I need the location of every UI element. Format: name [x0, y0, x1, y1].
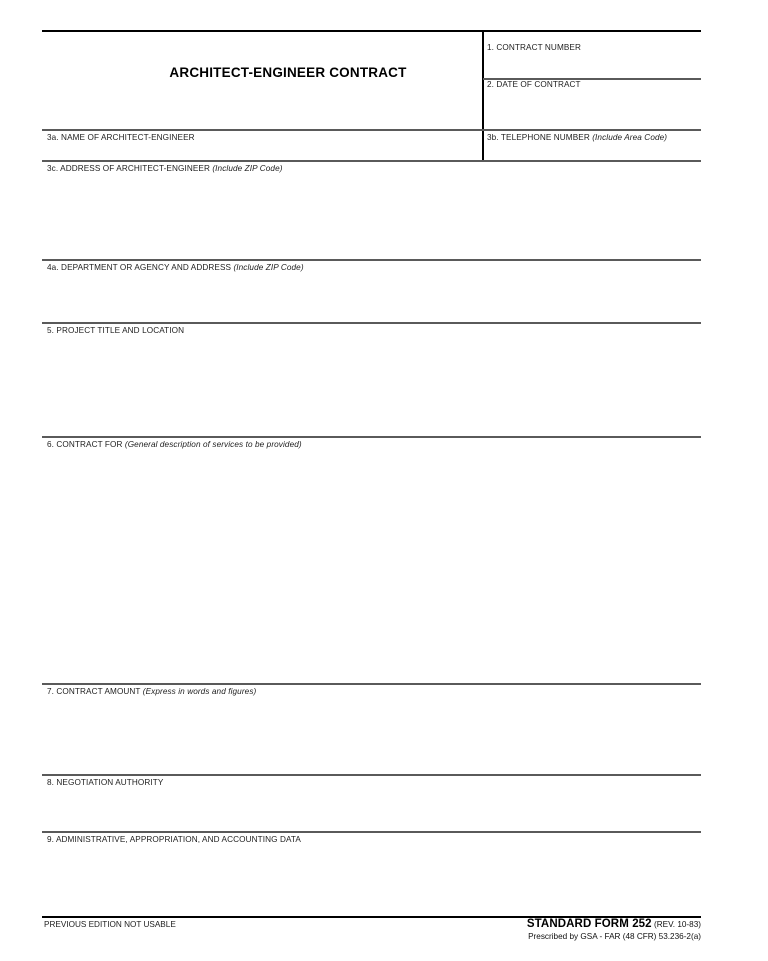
top-border-rule — [42, 30, 701, 32]
rule-above-project — [42, 322, 701, 324]
label-name-of-architect-engineer: 3a. NAME OF ARCHITECT-ENGINEER — [47, 133, 195, 142]
label-contract-number: 1. CONTRACT NUMBER — [487, 43, 581, 52]
footer-form-name: STANDARD FORM 252 — [526, 918, 652, 930]
label-contract-for — [47, 440, 302, 450]
label-contract-for-text: 6. CONTRACT FOR — [47, 440, 125, 449]
rule-above-contract-amount — [42, 683, 701, 685]
label-project-title-and-location: 5. PROJECT TITLE AND LOCATION — [47, 326, 185, 335]
footer-form-revision: (REV. 10-83) — [651, 920, 701, 929]
label-contract-amount-hint: (Express in words and figures) — [142, 687, 257, 696]
label-contract-for-hint: (General description of services to be provided) — [124, 440, 302, 449]
input-negotiation-authority[interactable] — [45, 790, 698, 828]
form-sheet — [42, 30, 701, 941]
input-administrative-appropriation-accounting-data[interactable] — [45, 847, 698, 915]
label-department-or-agency — [47, 263, 304, 273]
label-date-of-contract: 2. DATE OF CONTRACT — [487, 80, 581, 89]
label-address-of-architect-engineer — [47, 164, 283, 174]
input-department-or-agency[interactable] — [45, 275, 698, 319]
label-administrative-appropriation-accounting-data: 9. ADMINISTRATIVE, APPROPRIATION, AND ACCOUNTING DATA — [47, 835, 301, 844]
label-address-text: 3c. ADDRESS OF ARCHITECT-ENGINEER — [47, 164, 213, 173]
label-address-hint: (Include ZIP Code) — [212, 164, 283, 173]
input-project-title-and-location[interactable] — [45, 338, 698, 434]
label-contract-amount — [47, 687, 256, 697]
right-column-divider — [482, 30, 484, 160]
rule-above-contract-for — [42, 436, 701, 438]
input-date-of-contract[interactable] — [485, 91, 701, 113]
label-telephone-number — [487, 133, 667, 143]
label-telephone-number-hint: (Include Area Code) — [592, 133, 668, 142]
label-contract-amount-text: 7. CONTRACT AMOUNT — [47, 687, 143, 696]
label-negotiation-authority: 8. NEGOTIATION AUTHORITY — [47, 778, 164, 787]
rule-above-negotiation-authority — [42, 774, 701, 776]
rule-above-administrative-data — [42, 831, 701, 833]
input-contract-number[interactable] — [485, 54, 701, 76]
input-name-of-architect-engineer[interactable] — [45, 144, 477, 160]
label-telephone-number-text: 3b. TELEPHONE NUMBER — [487, 133, 593, 142]
footer-form-name-line — [527, 918, 701, 931]
rule-above-department — [42, 259, 701, 261]
input-contract-amount[interactable] — [45, 699, 698, 769]
page-title: ARCHITECT-ENGINEER CONTRACT — [169, 65, 407, 80]
rule-above-row-3 — [42, 129, 701, 131]
label-department-hint: (Include ZIP Code) — [233, 263, 304, 272]
footer-form-identification — [527, 918, 701, 943]
input-contract-for[interactable] — [45, 452, 698, 680]
input-telephone-number[interactable] — [485, 144, 701, 160]
footer-previous-edition: PREVIOUS EDITION NOT USABLE — [44, 920, 176, 929]
label-department-text: 4a. DEPARTMENT OR AGENCY AND ADDRESS — [47, 263, 234, 272]
input-address-of-architect-engineer[interactable] — [45, 176, 698, 256]
rule-above-address — [42, 160, 701, 162]
footer-prescribed-by: Prescribed by GSA - FAR (48 CFR) 53.236-2(a) — [528, 932, 701, 941]
